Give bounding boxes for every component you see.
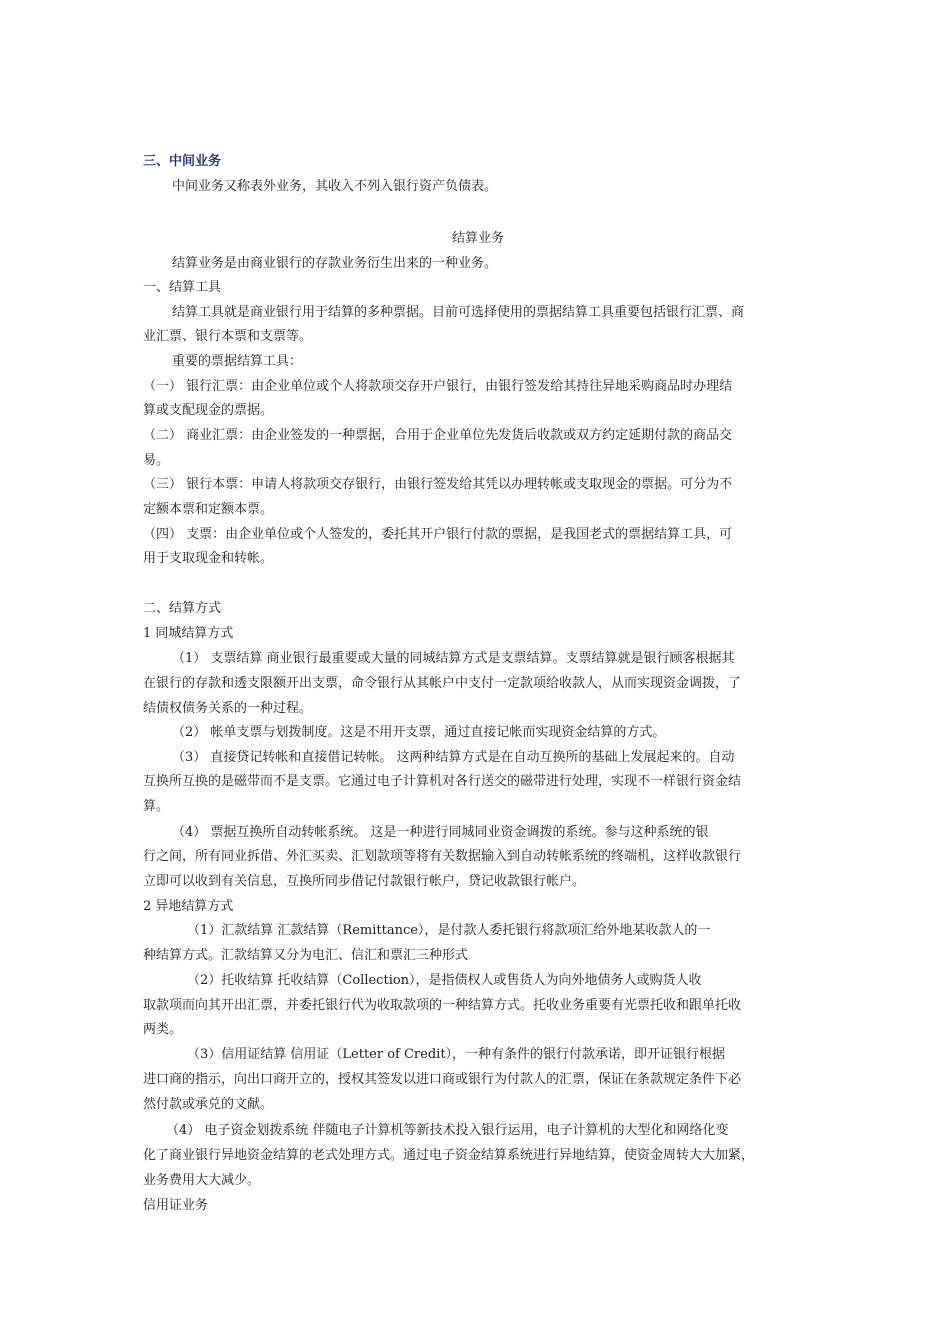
paragraph: 中间业务又称表外业务，其收入不列入银行资产负债表。 xyxy=(172,179,498,194)
list-item: （三） 银行本票：申请人将款项交存银行，由银行签发给其凭以办理转帐或支取现金的票据。可分为不 xyxy=(143,477,733,492)
list-item: 易。 xyxy=(143,453,170,468)
paragraph: （1）汇款结算 汇款结算（Remittance），是付款人委托银行将款项汇给外地某收款人的一 xyxy=(187,923,711,938)
paragraph: （3） 直接贷记转帐和直接借记转帐。 这两种结算方式是在自动互换所的基础上发展起来的。自动 xyxy=(172,750,735,765)
heading-tools: 一、结算工具 xyxy=(143,280,222,295)
paragraph: （4） 电子资金划拨系统 伴随电子计算机等新技术投入银行运用，电子计算机的大型化和网络化变 xyxy=(166,1123,729,1138)
list-item: （一） 银行汇票：由企业单位或个人将款项交存开户银行，由银行签发给其持往异地采购商品时办理结 xyxy=(143,379,733,394)
paragraph: 两类。 xyxy=(143,1022,183,1037)
paragraph: 在银行的存款和透支限额开出支票，命令银行从其帐户中支付一定款项给收款人，从而实现资金调拨，了 xyxy=(143,676,742,691)
paragraph: 业务费用大大减少。 xyxy=(143,1173,261,1188)
list-item: 定额本票和定额本票。 xyxy=(143,502,274,517)
list-item: 算或支配现金的票据。 xyxy=(143,403,274,418)
paragraph: （3）信用证结算 信用证（Letter of Credit），一种有条件的银行付款承诺，即开证银行根据 xyxy=(187,1047,726,1062)
paragraph: 结债权债务关系的一种过程。 xyxy=(143,701,313,716)
paragraph: 算。 xyxy=(143,799,170,814)
list-item: （四） 支票：由企业单位或个人签发的，委托其开户银行付款的票据，是我国老式的票据结算工具，可 xyxy=(143,527,733,542)
paragraph: 进口商的指示，向出口商开立的，授权其签发以进口商或银行为付款人的汇票，保证在条款规定条件下必 xyxy=(143,1072,742,1087)
paragraph: 重要的票据结算工具： xyxy=(172,354,303,369)
list-item: 用于支取现金和转帐。 xyxy=(143,551,274,566)
subsection-title: 结算业务 xyxy=(451,231,504,246)
subheading: 2 异地结算方式 xyxy=(143,899,234,914)
paragraph: 化了商业银行异地资金结算的老式处理方式。通过电子资金结算系统进行异地结算，使资金周转大大加紧， xyxy=(143,1148,755,1163)
heading-letter-of-credit: 信用证业务 xyxy=(143,1198,209,1213)
paragraph: （4） 票据互换所自动转帐系统。 这是一种进行同城同业资金调拨的系统。参与这种系统的银 xyxy=(172,825,709,840)
paragraph: 结算业务是由商业银行的存款业务衍生出来的一种业务。 xyxy=(172,256,498,271)
paragraph: 行之间，所有同业拆借、外汇买卖、汇划款项等将有关数据输入到自动转帐系统的终端机，这样收款银行 xyxy=(143,849,742,864)
paragraph: 然付款或承兑的文献。 xyxy=(143,1097,274,1112)
subheading: 1 同城结算方式 xyxy=(143,626,234,641)
paragraph: 结算工具就是商业银行用于结算的多种票据。目前可选择使用的票据结算工具重要包括银行汇票、商 xyxy=(172,305,745,320)
paragraph: （2）托收结算 托收结算（Collection），是指债权人或售货人为向外地债务人或购货人收 xyxy=(187,973,702,988)
paragraph: 业汇票、银行本票和支票等。 xyxy=(143,329,313,344)
paragraph: 取款项而向其开出汇票，并委托银行代为收取款项的一种结算方式。托收业务重要有光票托收和跟单托收 xyxy=(143,998,742,1013)
paragraph: （1） 支票结算 商业银行最重要或大量的同城结算方式是支票结算。支票结算就是银行顾客根据其 xyxy=(172,651,735,666)
paragraph: 立即可以收到有关信息，互换所同步借记付款银行帐户，贷记收款银行帐户。 xyxy=(143,874,586,889)
paragraph: （2） 帐单支票与划拨制度。这是不用开支票，通过直接记帐而实现资金结算的方式。 xyxy=(172,725,666,740)
heading-methods: 二、结算方式 xyxy=(143,601,222,616)
paragraph: 互换所互换的是磁带而不是支票。它通过电子计算机对各行送交的磁带进行处理，实现不一样银行资金结 xyxy=(143,774,742,789)
paragraph: 种结算方式。汇款结算又分为电汇、信汇和票汇三种形式 xyxy=(143,948,469,963)
list-item: （二） 商业汇票：由企业签发的一种票据，合用于企业单位先发货后收款或双方约定延期付款的商品交 xyxy=(143,428,733,443)
section-title: 三、中间业务 xyxy=(143,154,222,169)
